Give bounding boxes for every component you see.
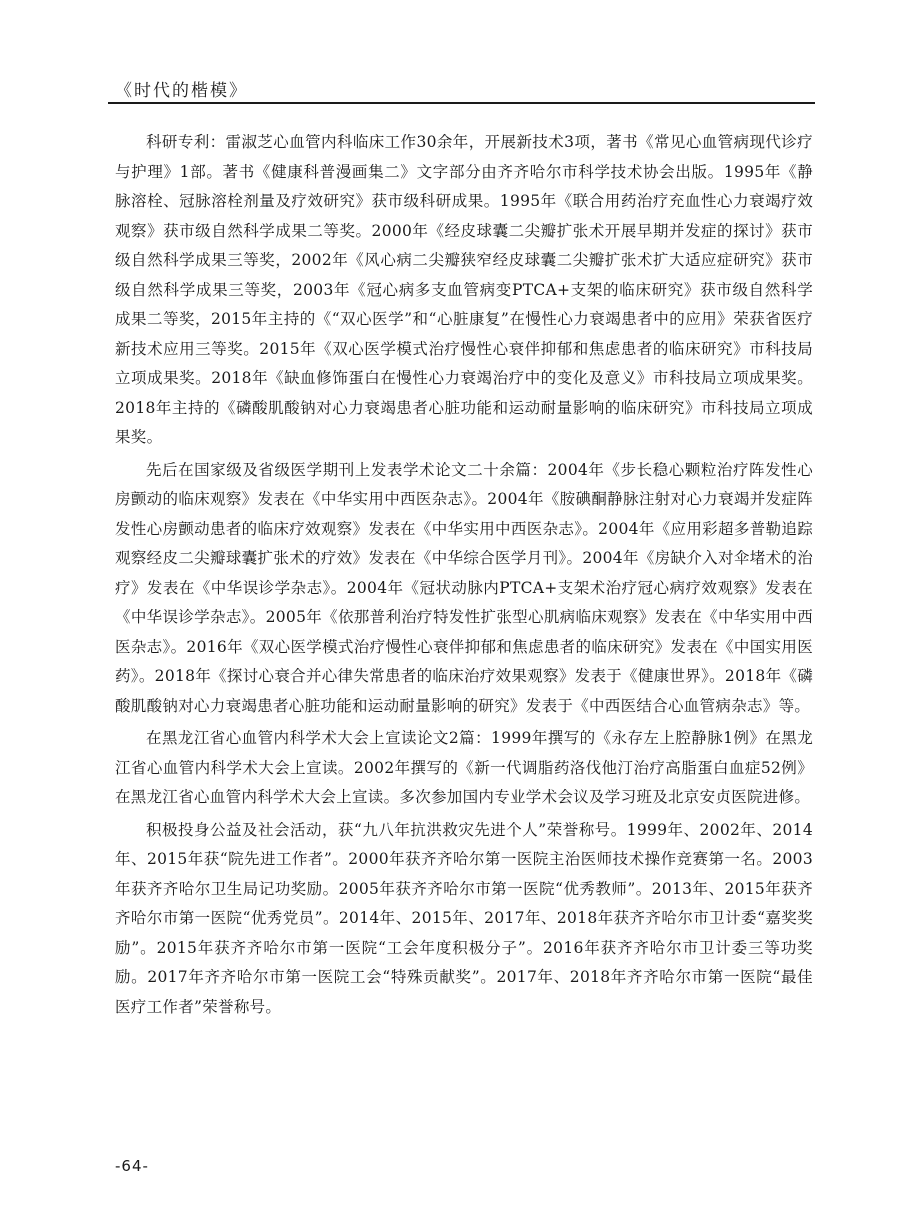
page-number: -64- xyxy=(115,1157,149,1175)
body-text xyxy=(115,128,813,1025)
paragraph-honors: 积极投身公益及社会活动，获“九八年抗洪救灾先进个人”荣誉称号。1999年、2002年、2014年、2015年获“院先进工作者”。2000年获齐齐哈尔第一医院主治医师技术操作竞赛第一名。2003年获齐齐哈尔卫生局记功奖励。2005年获齐齐哈尔市第一医院“优秀教师”。2013年、2015年获齐齐哈尔市第一医院“优秀党员”。2014年、2015年、2017年、2018年获齐齐哈尔市卫计委“嘉奖奖励”。2015年获齐齐哈尔市第一医院“工会年度积极分子”。2016年获齐齐哈尔市卫计委三等功奖励。2017年齐齐哈尔市第一医院工会“特殊贡献奖”。2017年、2018年齐齐哈尔市第一医院“最佳医疗工作者”荣誉称号。 xyxy=(115,820,813,1016)
paragraph-research-patents: 科研专利：雷淑芝心血管内科临床工作30余年，开展新技术3项，著书《常见心血管病现代诊疗与护理》1部。著书《健康科普漫画集二》文字部分由齐齐哈尔市科学技术协会出版。1995年《静脉溶栓、冠脉溶栓剂量及疗效研究》获市级科研成果。1995年《联合用药治疗充血性心力衰竭疗效观察》获市级自然科学成果二等奖。2000年《经皮球囊二尖瓣扩张术开展早期并发症的探讨》获市级自然科学成果三等奖，2002年《风心病二尖瓣狭窄经皮球囊二尖瓣扩张术扩大适应症研究》获市级自然科学成果三等奖，2003年《冠心病多支血管病变PTCA+支架的临床研究》获市级自然科学成果二等奖，2015年主持的《“双心医学”和“心脏康复”在慢性心力衰竭患者中的应用》荣获省医疗新技术应用三等奖。2015年《双心医学模式治疗慢性心衰伴抑郁和焦虑患者的临床研究》市科技局立项成果奖。2018年《缺血修饰蛋白在慢性心力衰竭治疗中的变化及意义》市科技局立项成果奖。2018年主持的《磷酸肌酸钠对心力衰竭患者心脏功能和运动耐量影响的临床研究》市科技局立项成果奖。 xyxy=(115,133,813,446)
header-rule xyxy=(108,102,815,104)
running-header-title: 《时代的楷模》 xyxy=(115,81,248,101)
paragraph-publications: 先后在国家级及省级医学期刊上发表学术论文二十余篇：2004年《步长稳心颗粒治疗阵发性心房颤动的临床观察》发表在《中华实用中西医杂志》。2004年《胺碘酮静脉注射对心力衰竭并发症阵发性心房颤动患者的临床疗效观察》发表在《中华实用中西医杂志》。2004年《应用彩超多普勒追踪观察经皮二尖瓣球囊扩张术的疗效》发表在《中华综合医学月刊》。2004年《房缺介入对伞堵术的治疗》发表在《中华误诊学杂志》。2004年《冠状动脉内PTCA+支架术治疗冠心病疗效观察》发表在《中华误诊学杂志》。2005年《依那普利治疗特发性扩张型心肌病临床观察》发表在《中华实用中西医杂志》。2016年《双心医学模式治疗慢性心衰伴抑郁和焦虑患者的临床研究》发表在《中国实用医药》。2018年《探讨心衰合并心律失常患者的临床治疗效果观察》发表于《健康世界》。2018年《磷酸肌酸钠对心力衰竭患者心脏功能和运动耐量影响的研究》发表于《中西医结合心血管病杂志》等。 xyxy=(115,460,813,715)
paragraph-conference-papers: 在黑龙江省心血管内科学术大会上宣读论文2篇：1999年撰写的《永存左上腔静脉1例》在黑龙江省心血管内科学术大会上宣读。2002年撰写的《新一代调脂药洛伐他汀治疗高脂蛋白血症52例》在黑龙江省心血管内科学术大会上宣读。多次参加国内专业学术会议及学习班及北京安贞医院进修。 xyxy=(115,729,813,806)
